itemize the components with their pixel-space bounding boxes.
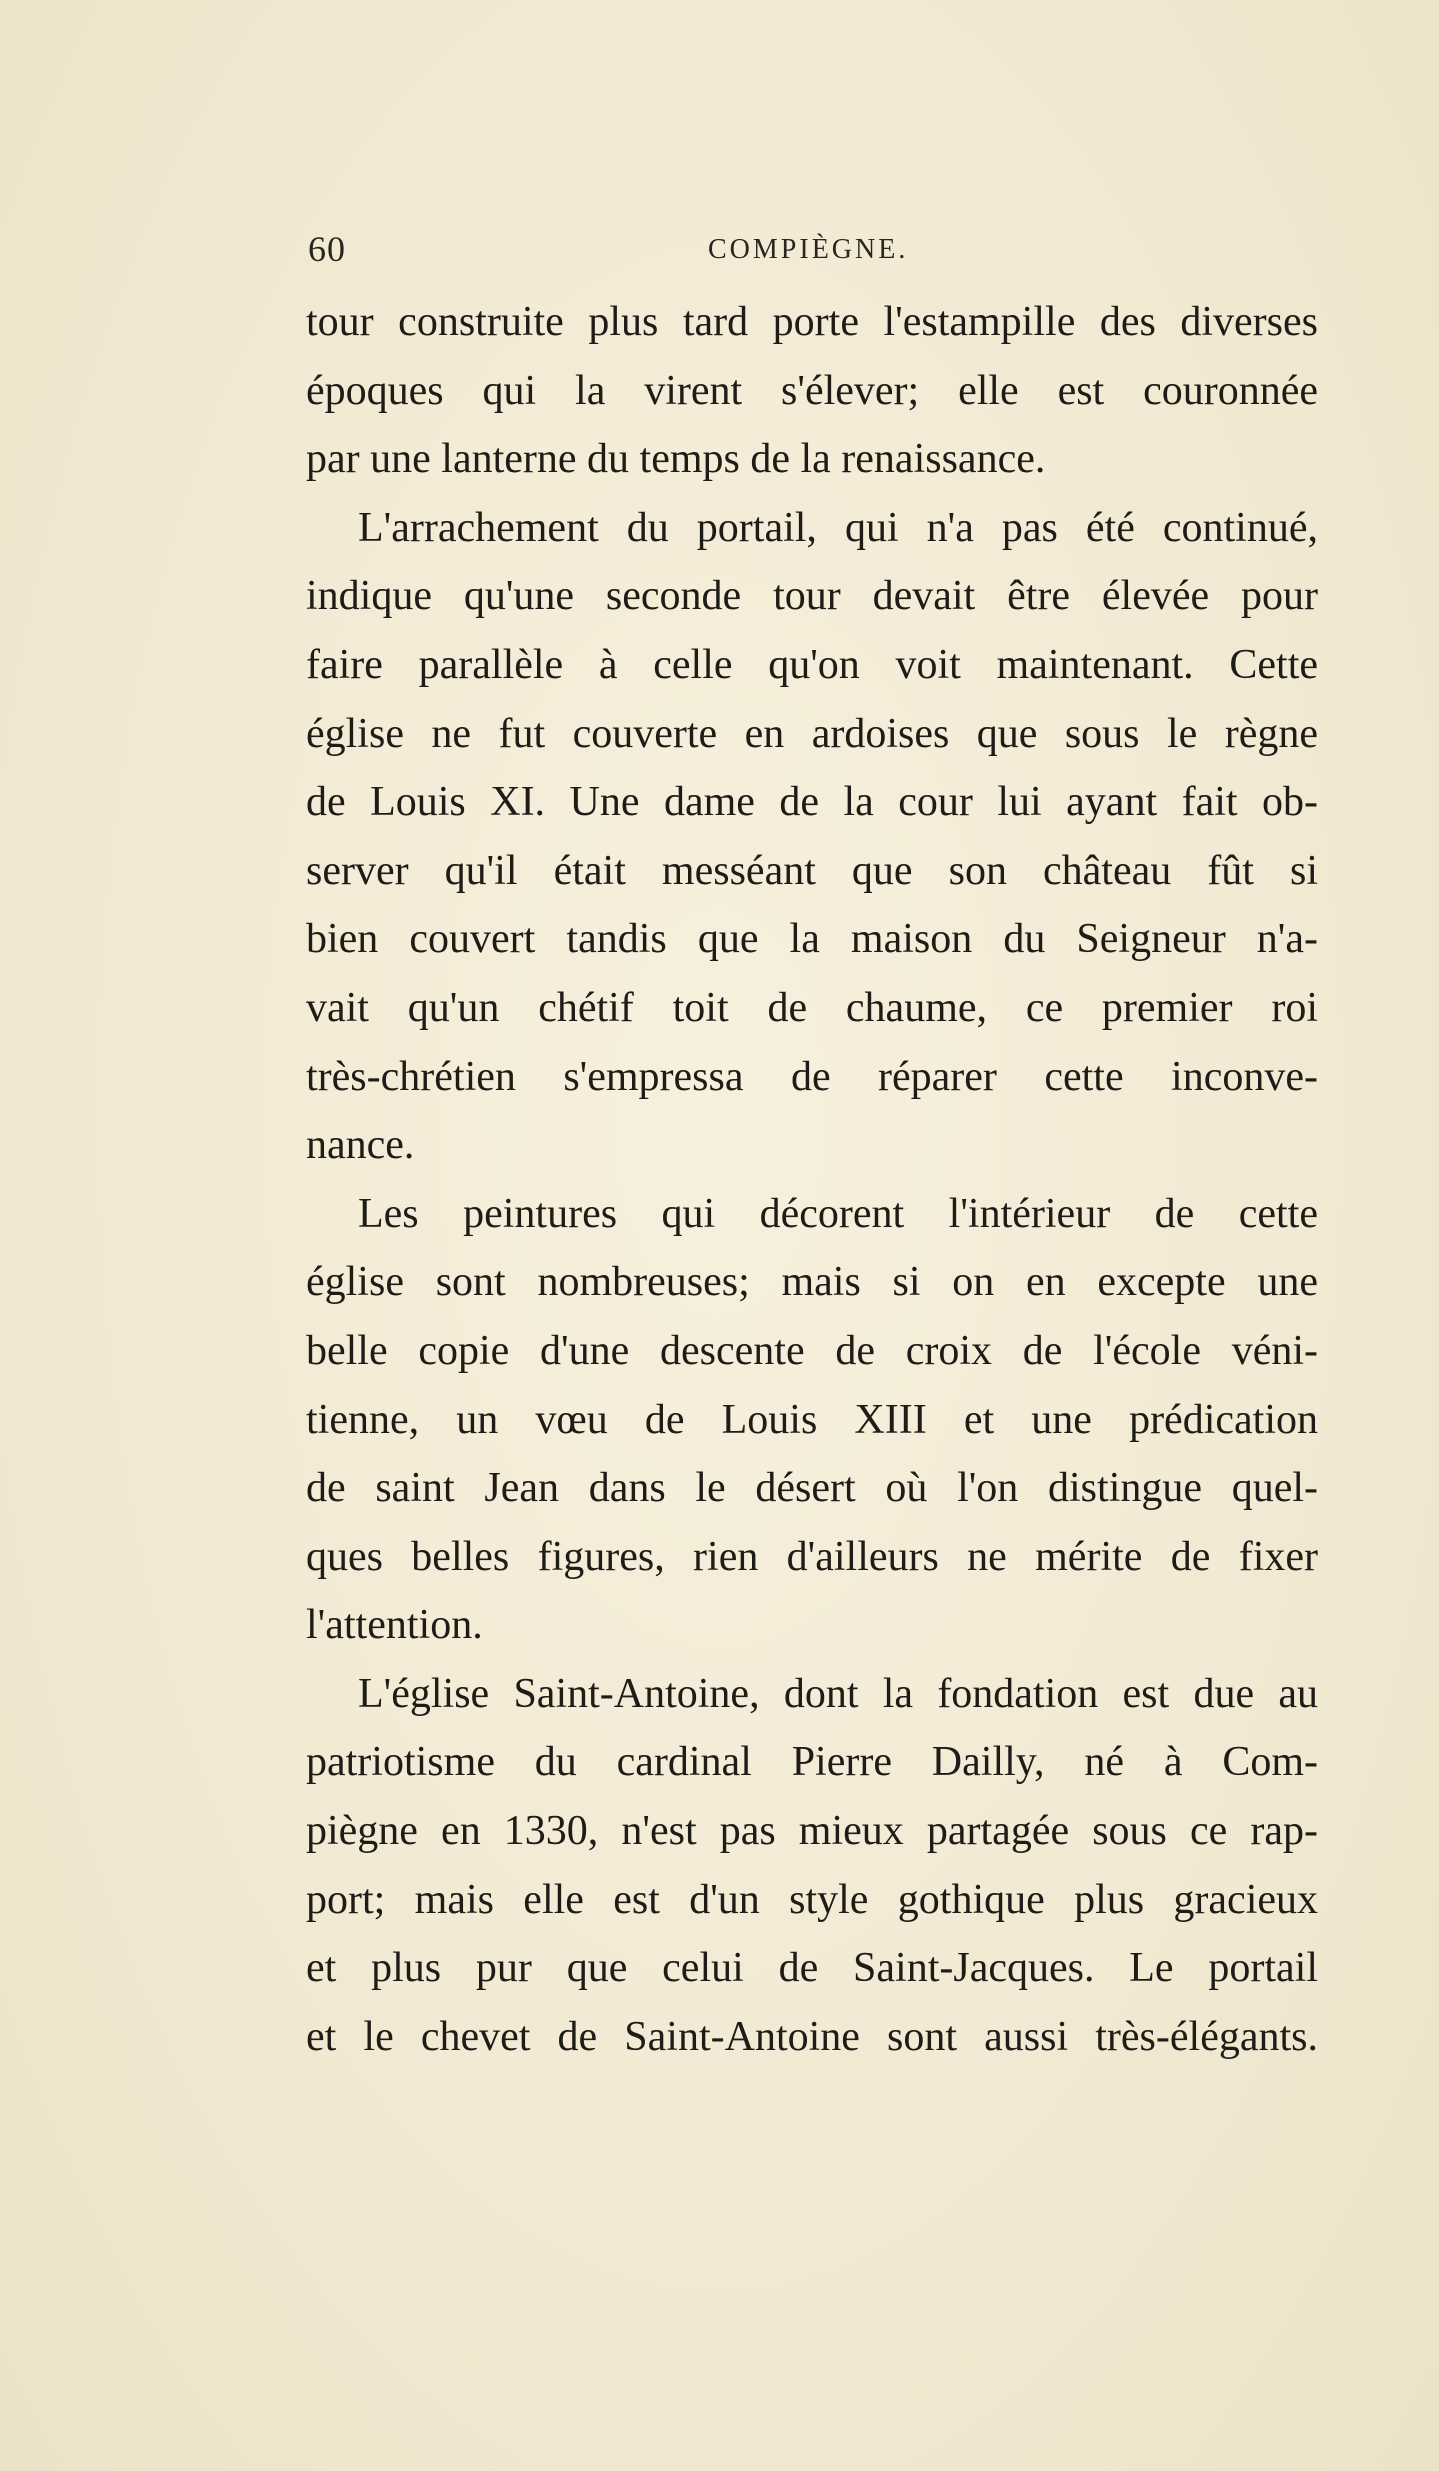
text-line: nance. bbox=[306, 1122, 415, 1169]
text-line: piègne en 1330, n'est pas mieux partagée sous ce rap- bbox=[306, 1808, 1318, 1855]
text-line: église ne fut couverte en ardoises que sous le règne bbox=[306, 710, 1318, 757]
text-line: tour construite plus tard porte l'estampille des diverses bbox=[306, 299, 1318, 345]
text-line: époques qui la virent s'élever; elle est couronnée bbox=[306, 367, 1318, 414]
text-line: ques belles figures, rien d'ailleurs ne mérite de fixer bbox=[306, 1533, 1318, 1580]
text-line: par une lanterne du temps de la renaissance. bbox=[306, 436, 1046, 483]
text-line: tienne, un vœu de Louis XIII et une prédication bbox=[306, 1396, 1318, 1443]
text-line: et plus pur que celui de Saint-Jacques. Le portail bbox=[306, 1945, 1318, 1992]
running-head bbox=[308, 228, 1318, 278]
text-line: port; mais elle est d'un style gothique plus gracieux bbox=[306, 1876, 1318, 1923]
text-line: église sont nombreuses; mais si on en excepte une bbox=[306, 1259, 1318, 1306]
running-title: COMPIÈGNE. bbox=[708, 234, 909, 265]
text-line: patriotisme du cardinal Pierre Dailly, né à Com- bbox=[306, 1739, 1318, 1786]
text-line: server qu'il était messéant que son château fût si bbox=[306, 847, 1318, 894]
text-line: de Louis XI. Une dame de la cour lui ayant fait ob- bbox=[306, 779, 1318, 826]
text-line: très-chrétien s'empressa de réparer cette inconve- bbox=[306, 1053, 1318, 1100]
text-line: indique qu'une seconde tour devait être élevée pour bbox=[306, 573, 1318, 620]
text-line: faire parallèle à celle qu'on voit maintenant. Cette bbox=[306, 641, 1318, 688]
text-line: Les peintures qui décorent l'intérieur de cette bbox=[358, 1190, 1318, 1237]
text-line: vait qu'un chétif toit de chaume, ce premier roi bbox=[306, 984, 1318, 1031]
text-line: belle copie d'une descente de croix de l'école véni- bbox=[306, 1327, 1318, 1374]
body-text bbox=[306, 288, 1318, 2071]
text-line: bien couvert tandis que la maison du Seigneur n'a- bbox=[306, 916, 1318, 963]
text-line: et le chevet de Saint-Antoine sont aussi très-élégants. bbox=[306, 2013, 1318, 2060]
text-line: L'église Saint-Antoine, dont la fondation est due au bbox=[358, 1670, 1318, 1717]
page-number: 60 bbox=[308, 229, 346, 269]
text-line: l'attention. bbox=[306, 1602, 483, 1649]
text-line: de saint Jean dans le désert où l'on distingue quel- bbox=[306, 1465, 1318, 1512]
text-line: L'arrachement du portail, qui n'a pas été continué, bbox=[358, 504, 1318, 551]
